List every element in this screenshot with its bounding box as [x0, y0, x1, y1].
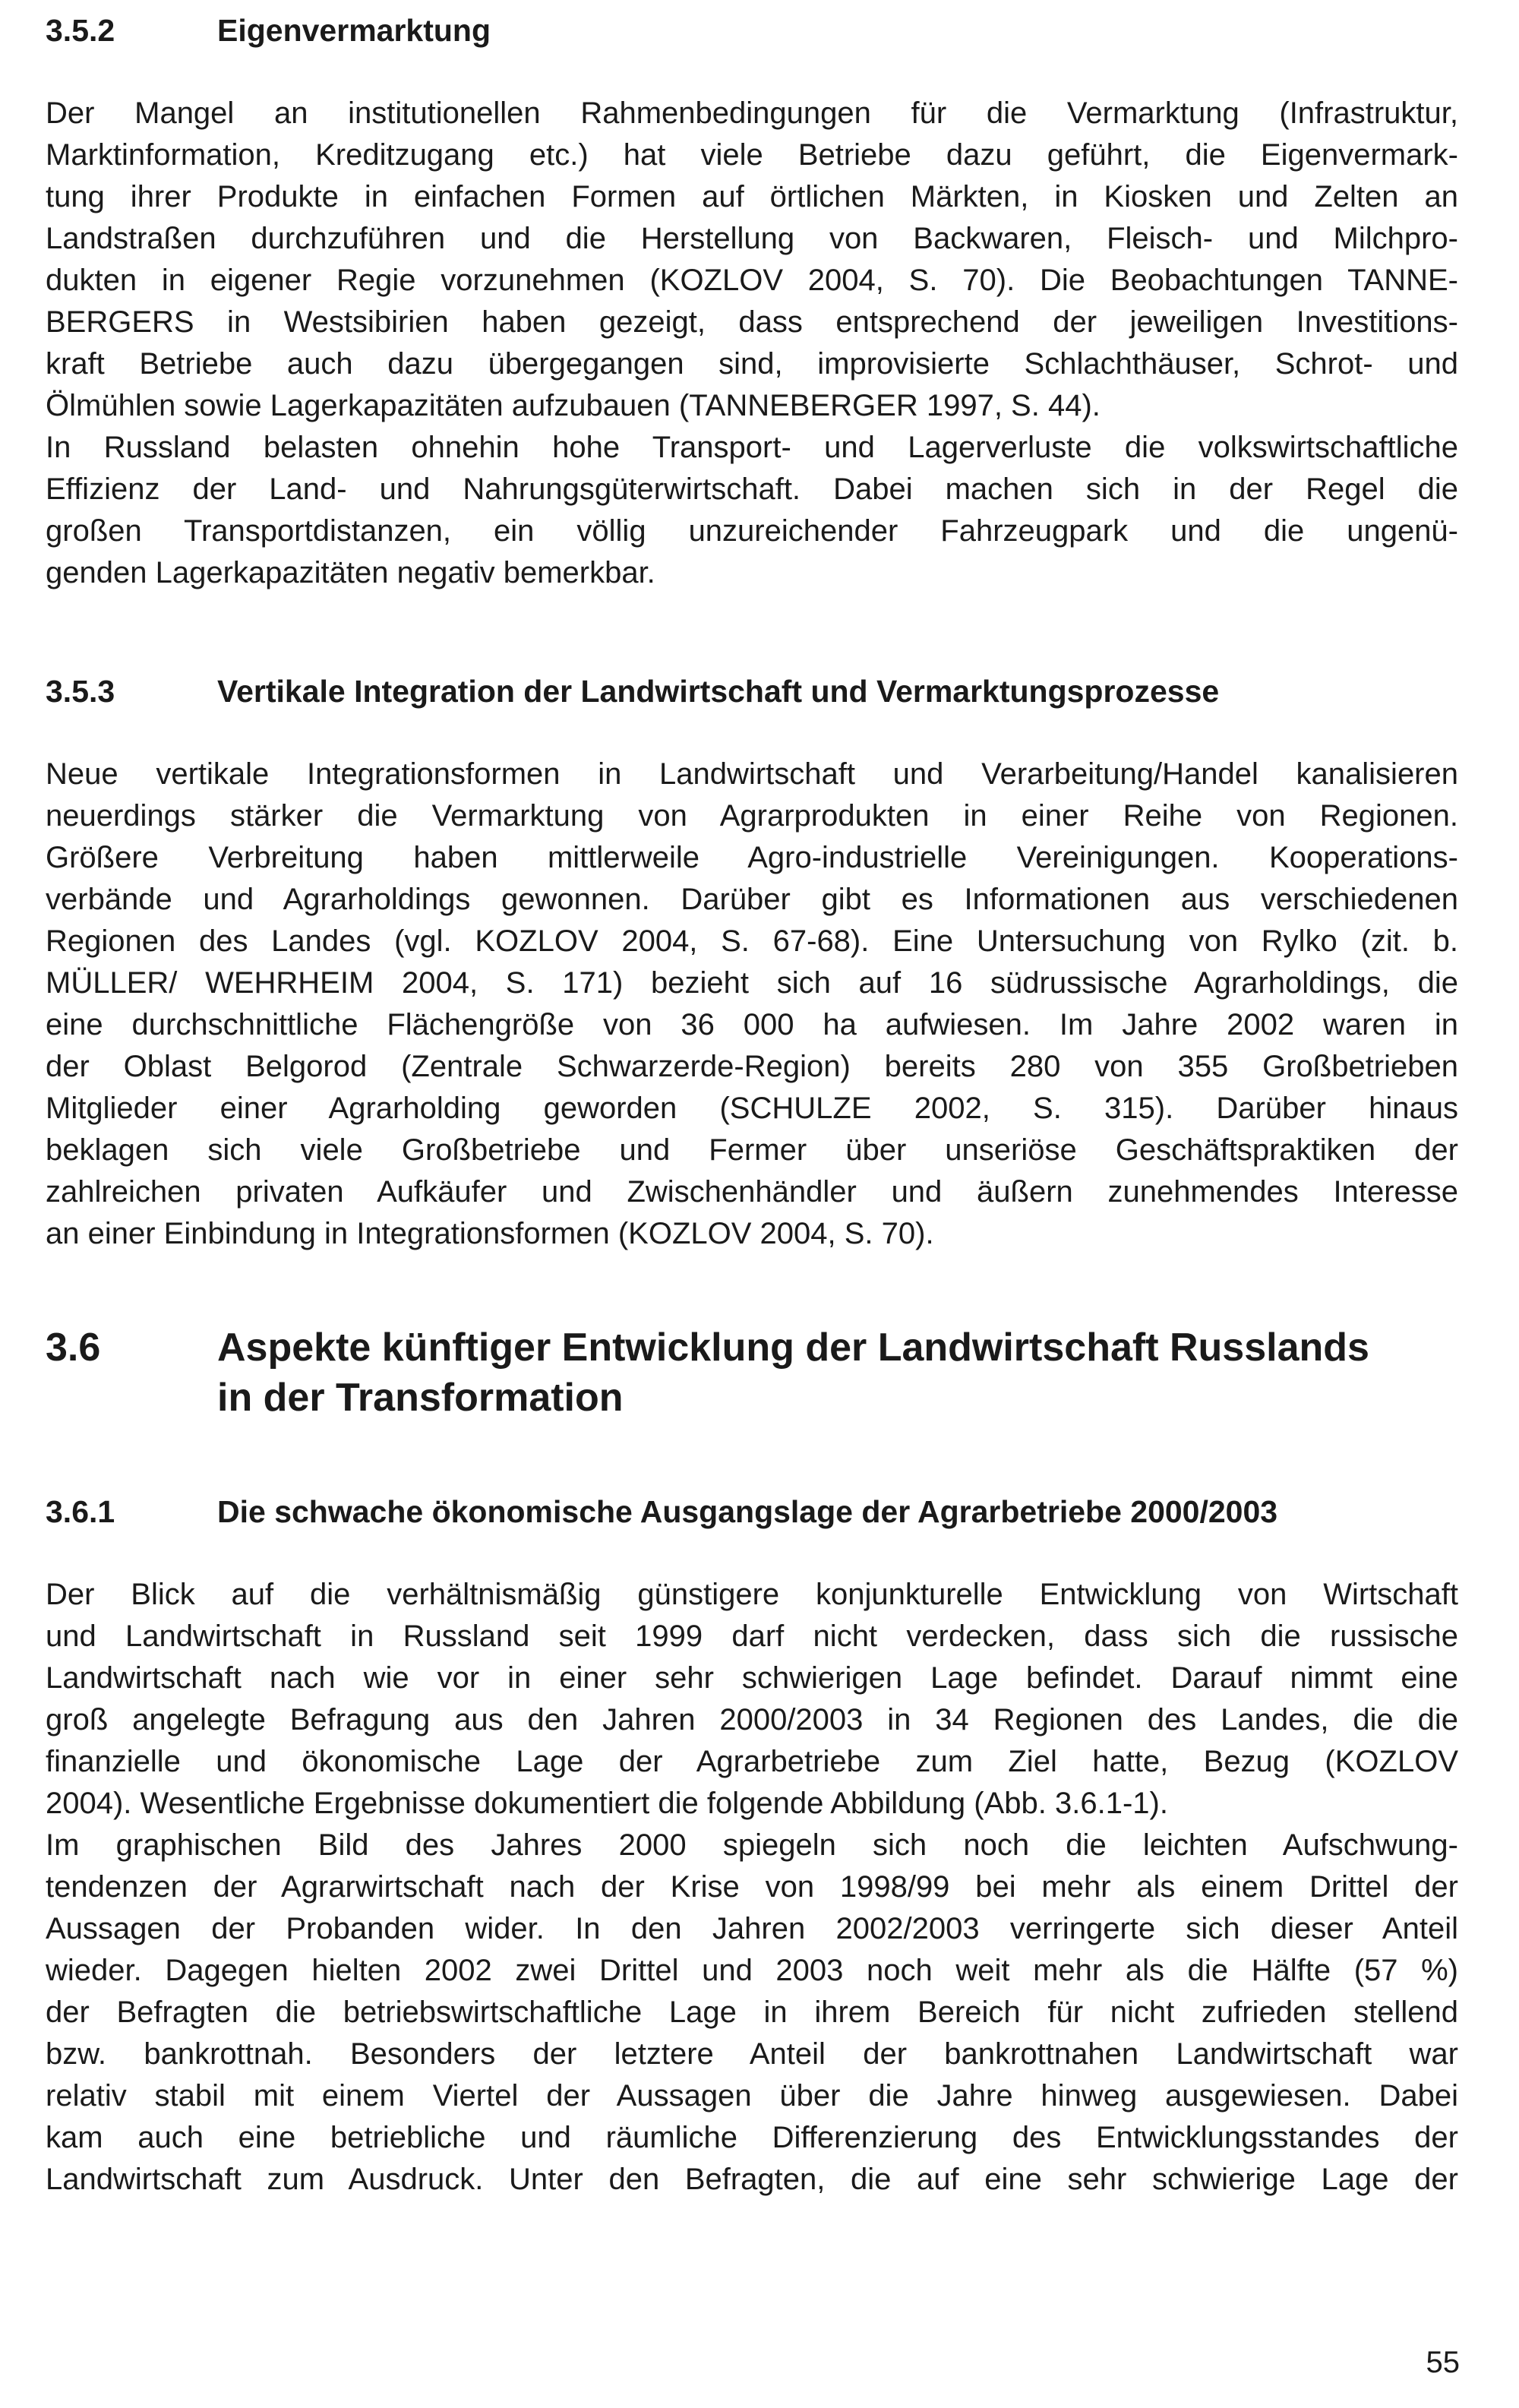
text-line: Landwirtschaft nach wie vor in einer sehr schwierigen Lage befindet. Darauf nimmt eine — [46, 1661, 1458, 1695]
text-line: finanzielle und ökonomische Lage der Agrarbetriebe zum Ziel hatte, Bezug (KOZLOV — [46, 1745, 1458, 1778]
section-title-line-2: in der Transformation — [217, 1376, 624, 1420]
text-line: In Russland belasten ohnehin hohe Transport- und Lagerverluste die volkswirtschaftliche — [46, 431, 1458, 464]
text-line: Neue vertikale Integrationsformen in Landwirtschaft und Verarbeitung/Handel kanalisieren — [46, 757, 1458, 791]
section-number: 3.6 — [46, 1326, 101, 1370]
text-line: Der Mangel an institutionellen Rahmenbedingungen für die Vermarktung (Infrastruktur, — [46, 96, 1458, 130]
text-line: tung ihrer Produkte in einfachen Formen auf örtlichen Märkten, in Kiosken und Zelten an — [46, 180, 1458, 213]
text-line: Mitglieder einer Agrarholding geworden (SCHULZE 2002, S. 315). Darüber hinaus — [46, 1092, 1458, 1125]
text-line: Ölmühlen sowie Lagerkapazitäten aufzubauen (TANNEBERGER 1997, S. 44). — [46, 389, 1101, 422]
text-line: großen Transportdistanzen, ein völlig unzureichender Fahrzeugpark und die ungenü- — [46, 514, 1458, 548]
text-line: beklagen sich viele Großbetriebe und Fermer über unseriöse Geschäftspraktiken der — [46, 1133, 1458, 1167]
text-line: BERGERS in Westsibirien haben gezeigt, dass entsprechend der jeweiligen Investitions- — [46, 305, 1458, 339]
section-title: Eigenvermarktung — [217, 13, 491, 48]
text-line: eine durchschnittliche Flächengröße von 36 000 ha aufwiesen. Im Jahre 2002 waren in — [46, 1008, 1458, 1041]
text-line: MÜLLER/ WEHRHEIM 2004, S. 171) bezieht sich auf 16 südrussische Agrarholdings, die — [46, 966, 1458, 1000]
text-line: Im graphischen Bild des Jahres 2000 spiegeln sich noch die leichten Aufschwung- — [46, 1828, 1458, 1862]
text-line: der Befragten die betriebswirtschaftliche Lage in ihrem Bereich für nicht zufrieden stellend — [46, 1996, 1458, 2029]
paragraph-vertikale-integration — [46, 754, 1458, 1255]
section-number: 3.6.1 — [46, 1494, 115, 1529]
text-line: an einer Einbindung in Integrationsformen (KOZLOV 2004, S. 70). — [46, 1217, 934, 1250]
text-line: Marktinformation, Kreditzugang etc.) hat viele Betriebe dazu geführt, die Eigenvermark- — [46, 138, 1458, 172]
text-line: Effizienz der Land- und Nahrungsgüterwirtschaft. Dabei machen sich in der Regel die — [46, 472, 1458, 506]
text-line: Der Blick auf die verhältnismäßig günstigere konjunkturelle Entwicklung von Wirtschaft — [46, 1578, 1458, 1611]
text-line: Landwirtschaft zum Ausdruck. Unter den Befragten, die auf eine sehr schwierige Lage der — [46, 2163, 1458, 2196]
text-line: Regionen des Landes (vgl. KOZLOV 2004, S. 67-68). Eine Untersuchung von Rylko (zit. b. — [46, 924, 1458, 958]
text-line: dukten in eigener Regie vorzunehmen (KOZLOV 2004, S. 70). Die Beobachtungen TANNE- — [46, 264, 1458, 297]
text-line: wieder. Dagegen hielten 2002 zwei Drittel und 2003 noch weit mehr als die Hälfte (57 %) — [46, 1954, 1458, 1987]
section-title: Die schwache ökonomische Ausgangslage der Agrarbetriebe 2000/2003 — [217, 1494, 1278, 1529]
text-line: Aussagen der Probanden wider. In den Jahren 2002/2003 verringerte sich dieser Anteil — [46, 1912, 1458, 1945]
text-line: kraft Betriebe auch dazu übergegangen sind, improvisierte Schlachthäuser, Schrot- und — [46, 347, 1458, 381]
text-line: verbände und Agrarholdings gewonnen. Darüber gibt es Informationen aus verschiedenen — [46, 883, 1458, 916]
text-line: relativ stabil mit einem Viertel der Aussagen über die Jahre hinweg ausgewiesen. Dabei — [46, 2079, 1458, 2113]
paragraph-eigenvermarktung — [46, 93, 1458, 594]
section-number: 3.5.2 — [46, 13, 115, 48]
text-line: Größere Verbreitung haben mittlerweile Agro-industrielle Vereinigungen. Kooperations- — [46, 841, 1458, 874]
section-title: Vertikale Integration der Landwirtschaft und Vermarktungsprozesse — [217, 674, 1220, 709]
text-line: und Landwirtschaft in Russland seit 1999 darf nicht verdecken, dass sich die russische — [46, 1620, 1458, 1653]
text-line: kam auch eine betriebliche und räumliche Differenzierung des Entwicklungsstandes der — [46, 2121, 1458, 2154]
text-line: genden Lagerkapazitäten negativ bemerkbar. — [46, 556, 655, 589]
text-line: zahlreichen privaten Aufkäufer und Zwischenhändler und äußern zunehmendes Interesse — [46, 1175, 1458, 1209]
text-line: tendenzen der Agrarwirtschaft nach der Krise von 1998/99 bei mehr als einem Drittel der — [46, 1870, 1458, 1904]
text-line: groß angelegte Befragung aus den Jahren 2000/2003 in 34 Regionen des Landes, die die — [46, 1703, 1458, 1736]
text-line: der Oblast Belgorod (Zentrale Schwarzerde-Region) bereits 280 von 355 Großbetrieben — [46, 1050, 1458, 1083]
page-number: 55 — [1426, 2346, 1460, 2379]
paragraph-ausgangslage — [46, 1574, 1458, 2201]
text-line: Landstraßen durchzuführen und die Herstellung von Backwaren, Fleisch- und Milchpro- — [46, 222, 1458, 255]
section-number: 3.5.3 — [46, 674, 115, 709]
text-line: 2004). Wesentliche Ergebnisse dokumentiert die folgende Abbildung (Abb. 3.6.1-1). — [46, 1787, 1168, 1820]
text-line: neuerdings stärker die Vermarktung von Agrarprodukten in einer Reihe von Regionen. — [46, 799, 1458, 833]
text-line: bzw. bankrottnah. Besonders der letztere Anteil der bankrottnahen Landwirtschaft war — [46, 2037, 1458, 2071]
section-title-line-1: Aspekte künftiger Entwicklung der Landwirtschaft Russlands — [217, 1326, 1369, 1370]
